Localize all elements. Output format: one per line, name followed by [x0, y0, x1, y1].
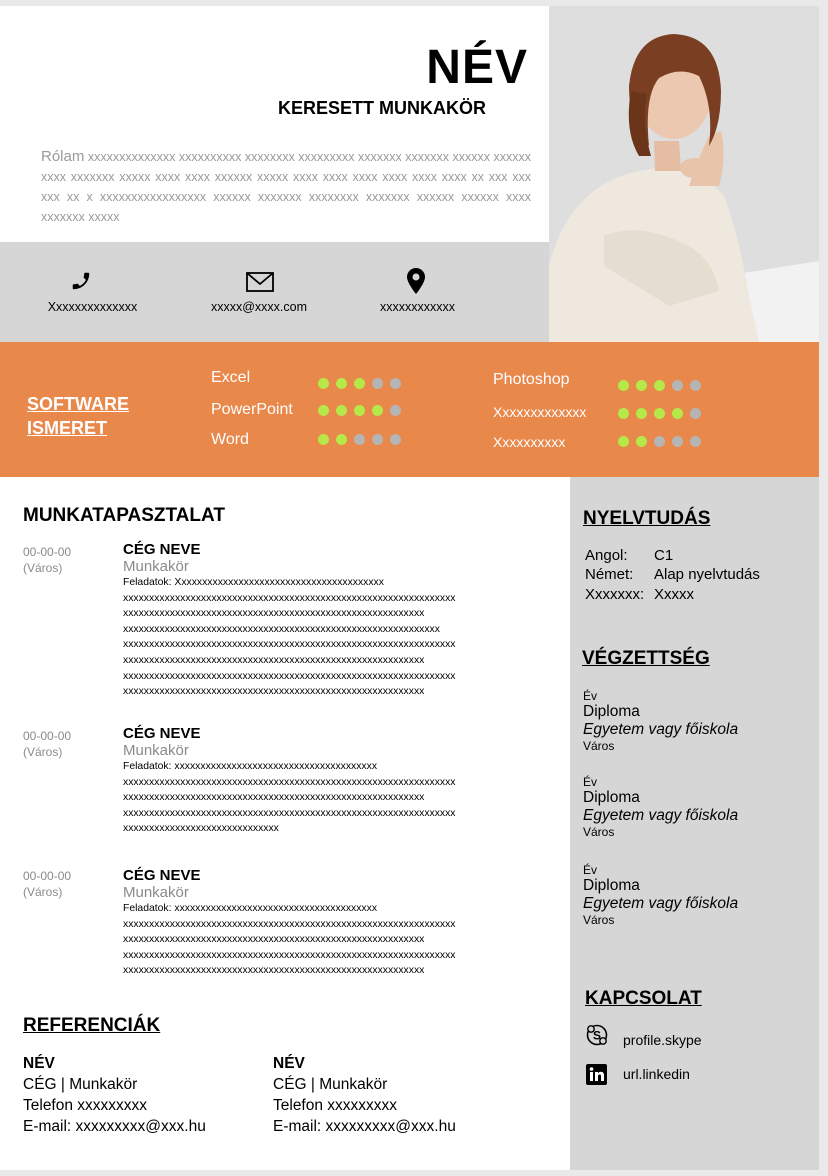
experience-heading: MUNKATAPASZTALAT [23, 505, 225, 526]
software-label: Xxxxxxxxxxxxx [493, 404, 587, 420]
rating-dot-empty [690, 408, 701, 419]
language-level: Alap nyelvtudás [654, 566, 760, 583]
skype-icon [586, 1024, 608, 1046]
education-city: Város [583, 913, 615, 927]
education-city: Város [583, 825, 615, 839]
education-item [583, 863, 813, 927]
software-label: Word [211, 431, 249, 448]
software-label: Xxxxxxxxxx [493, 434, 566, 450]
reference-phone: Telefon xxxxxxxxx [273, 1097, 398, 1114]
rating-dot-filled [672, 408, 683, 419]
language-row [585, 585, 694, 604]
experience-task-line: xxxxxxxxxxxxxxxxxxxxxxxxxxxxxxxxxxxxxxxxxxxxxxxxxxxxxxxxxx [123, 934, 425, 946]
rating-dot-filled [336, 405, 347, 416]
software-rating [318, 378, 401, 389]
job-title: KERESETT MUNKAKÖR [277, 98, 486, 118]
about-lead: Rólam [41, 148, 85, 165]
software-label: Photoshop [493, 371, 570, 388]
rating-dot-empty [390, 405, 401, 416]
experience-company: CÉG NEVE [123, 725, 201, 742]
software-rating [318, 434, 401, 445]
experience-task-line: xxxxxxxxxxxxxxxxxxxxxxxxxxxxxxxxxxxxxxxxxxxxxxxxxxxxxxxxxx [123, 686, 425, 698]
phone-icon [70, 270, 92, 297]
experience-task-line: xxxxxxxxxxxxxxxxxxxxxxxxxxxxxxxxxxxxxxxxxxxxxxxxxxxxxxxxxxxxxxxx [123, 949, 456, 961]
rating-dot-empty [372, 378, 383, 389]
reference-email: E-mail: xxxxxxxxx@xxx.hu [23, 1118, 206, 1135]
rating-dot-empty [690, 380, 701, 391]
reference-company: CÉG | Munkakör [23, 1076, 138, 1093]
education-diploma: Diploma [583, 877, 640, 894]
rating-dot-filled [636, 408, 647, 419]
rating-dot-empty [690, 436, 701, 447]
experience-date: 00-00-00 [23, 729, 72, 743]
experience-role: Munkakör [123, 558, 189, 575]
experience-date-block [23, 868, 71, 900]
rating-dot-empty [354, 434, 365, 445]
experience-task-line: xxxxxxxxxxxxxxxxxxxxxxxxxxxxxxxxxxxxxxxxxxxxxxxxxxxxxxxxxx [123, 654, 425, 666]
experience-tasks [123, 901, 523, 979]
portrait-image [549, 6, 819, 342]
experience-task-line: xxxxxxxxxxxxxxxxxxxxxxxxxxxxxxxxxxxxxxxxxxxxxxxxxxxxxxxxxxxxxxxx [123, 776, 456, 788]
rating-dot-filled [372, 405, 383, 416]
rating-dot-filled [618, 380, 629, 391]
education-school: Egyetem vagy főiskola [583, 807, 739, 824]
software-title-line2: ISMERET [27, 418, 108, 438]
rating-dot-filled [318, 378, 329, 389]
software-rating [618, 436, 701, 447]
rating-dot-filled [336, 378, 347, 389]
contact-heading: KAPCSOLAT [585, 988, 702, 1009]
experience-item [123, 541, 523, 700]
experience-item [123, 725, 523, 837]
software-title-line1: SOFTWARE [27, 394, 129, 414]
experience-task-line: Feladatok: xxxxxxxxxxxxxxxxxxxxxxxxxxxxxxxxxxxxxxx [123, 903, 378, 914]
experience-task-line: Feladatok: Xxxxxxxxxxxxxxxxxxxxxxxxxxxxxxxxxxxxxxxx [123, 577, 384, 588]
languages-heading: NYELVTUDÁS [583, 508, 711, 529]
rating-dot-filled [654, 380, 665, 391]
svg-text:S: S [592, 1028, 602, 1043]
rating-dot-filled [354, 378, 365, 389]
rating-dot-filled [318, 405, 329, 416]
candidate-name: NÉV [426, 41, 528, 94]
software-label: Excel [211, 369, 251, 386]
experience-city: (Város) [23, 885, 63, 899]
reference-item [273, 1053, 456, 1137]
linkedin-link[interactable]: url.linkedin [623, 1066, 690, 1082]
map-pin-icon [407, 268, 425, 299]
software-title [27, 392, 129, 440]
reference-phone: Telefon xxxxxxxxx [23, 1097, 148, 1114]
rating-dot-filled [618, 436, 629, 447]
reference-item [23, 1053, 206, 1137]
rating-dot-filled [318, 434, 329, 445]
rating-dot-filled [618, 408, 629, 419]
language-name: Xxxxxxx: [585, 586, 645, 603]
experience-role: Munkakör [123, 742, 189, 759]
software-rating [318, 405, 401, 416]
experience-date: 00-00-00 [23, 869, 72, 883]
language-row [585, 546, 673, 565]
rating-dot-filled [636, 380, 647, 391]
experience-item [123, 867, 523, 979]
software-rating [618, 380, 701, 391]
phone-text: Xxxxxxxxxxxxxx [47, 300, 138, 314]
about-body: xxxxxxxxxxxxxx xxxxxxxxxx xxxxxxxx xxxxxxxxx xxxxxxx xxxxxxx xxxxxx xxxxxx xxxx xxxxxxx xxxxx xxxx xxxx xxxxxx xxxxx xxxx xxxx xxxx xxxx xxxx xxxx xx xxx xxx xxx xx x xxxxxxxxxxxxxxxxx xxxxxx xxxxxxx xxxxxxxx xxxxxxx xxxxxx xxxxxx xxxx xxxxxxx xxxxx [41, 150, 531, 224]
education-diploma: Diploma [583, 703, 640, 720]
education-school: Egyetem vagy főiskola [583, 895, 739, 912]
software-label: PowerPoint [211, 401, 293, 418]
rating-dot-empty [372, 434, 383, 445]
experience-task-line: xxxxxxxxxxxxxxxxxxxxxxxxxxxxxx [123, 823, 279, 835]
rating-dot-empty [390, 378, 401, 389]
education-year: Év [583, 863, 598, 877]
experience-task-line: xxxxxxxxxxxxxxxxxxxxxxxxxxxxxxxxxxxxxxxxxxxxxxxxxxxxxxxxxxxxxxxx [123, 639, 456, 651]
experience-task-line: xxxxxxxxxxxxxxxxxxxxxxxxxxxxxxxxxxxxxxxxxxxxxxxxxxxxxxxxxxxxxxxx [123, 807, 456, 819]
experience-city: (Város) [23, 561, 63, 575]
education-year: Év [583, 775, 598, 789]
profile-photo [549, 6, 819, 342]
language-level: Xxxxx [654, 586, 695, 603]
envelope-icon [246, 272, 274, 297]
rating-dot-filled [654, 408, 665, 419]
experience-company: CÉG NEVE [123, 541, 201, 558]
experience-date-block [23, 728, 71, 760]
experience-city: (Város) [23, 745, 63, 759]
experience-tasks [123, 575, 523, 700]
about-text [41, 147, 531, 227]
cv-page [0, 6, 819, 1170]
rating-dot-filled [354, 405, 365, 416]
experience-task-line: xxxxxxxxxxxxxxxxxxxxxxxxxxxxxxxxxxxxxxxxxxxxxxxxxxxxxxxxxx [123, 608, 425, 620]
experience-task-line: xxxxxxxxxxxxxxxxxxxxxxxxxxxxxxxxxxxxxxxxxxxxxxxxxxxxxxxxxxxxxxxx [123, 670, 456, 682]
language-name: Angol: [585, 547, 628, 564]
rating-dot-empty [672, 436, 683, 447]
linkedin-icon [586, 1064, 608, 1086]
experience-tasks [123, 759, 523, 837]
reference-company: CÉG | Munkakör [273, 1076, 388, 1093]
experience-task-line: xxxxxxxxxxxxxxxxxxxxxxxxxxxxxxxxxxxxxxxxxxxxxxxxxxxxxxxxxx [123, 965, 425, 977]
education-item [583, 689, 813, 753]
language-name: Német: [585, 566, 634, 583]
education-city: Város [583, 739, 615, 753]
experience-task-line: xxxxxxxxxxxxxxxxxxxxxxxxxxxxxxxxxxxxxxxxxxxxxxxxxxxxxxxxxxxxxxxx [123, 918, 456, 930]
language-row [585, 565, 760, 584]
rating-dot-filled [336, 434, 347, 445]
experience-date-block [23, 544, 71, 576]
experience-date: 00-00-00 [23, 545, 72, 559]
rating-dot-empty [390, 434, 401, 445]
experience-task-line: xxxxxxxxxxxxxxxxxxxxxxxxxxxxxxxxxxxxxxxxxxxxxxxxxxxxxxxxxx [123, 792, 425, 804]
experience-task-line: xxxxxxxxxxxxxxxxxxxxxxxxxxxxxxxxxxxxxxxxxxxxxxxxxxxxxxxxxxxxxxxx [123, 592, 456, 604]
reference-name: NÉV [273, 1055, 305, 1072]
email-text: xxxxx@xxxx.com [210, 300, 308, 314]
rating-dot-empty [654, 436, 665, 447]
education-school: Egyetem vagy főiskola [583, 721, 739, 738]
experience-task-line: Feladatok: xxxxxxxxxxxxxxxxxxxxxxxxxxxxxxxxxxxxxxx [123, 761, 378, 772]
experience-company: CÉG NEVE [123, 867, 201, 884]
experience-task-line: xxxxxxxxxxxxxxxxxxxxxxxxxxxxxxxxxxxxxxxxxxxxxxxxxxxxxxxxxxxxx [123, 623, 440, 635]
skype-link[interactable]: profile.skype [623, 1032, 702, 1048]
experience-role: Munkakör [123, 884, 189, 901]
location-text: xxxxxxxxxxxx [380, 300, 455, 314]
education-diploma: Diploma [583, 789, 640, 806]
rating-dot-empty [672, 380, 683, 391]
education-item [583, 775, 813, 839]
rating-dot-filled [636, 436, 647, 447]
language-level: C1 [654, 547, 674, 564]
software-rating [618, 408, 701, 419]
reference-name: NÉV [23, 1055, 55, 1072]
education-year: Év [583, 689, 598, 703]
reference-email: E-mail: xxxxxxxxx@xxx.hu [273, 1118, 456, 1135]
education-heading: VÉGZETTSÉG [582, 648, 710, 669]
references-heading: REFERENCIÁK [23, 1015, 161, 1036]
